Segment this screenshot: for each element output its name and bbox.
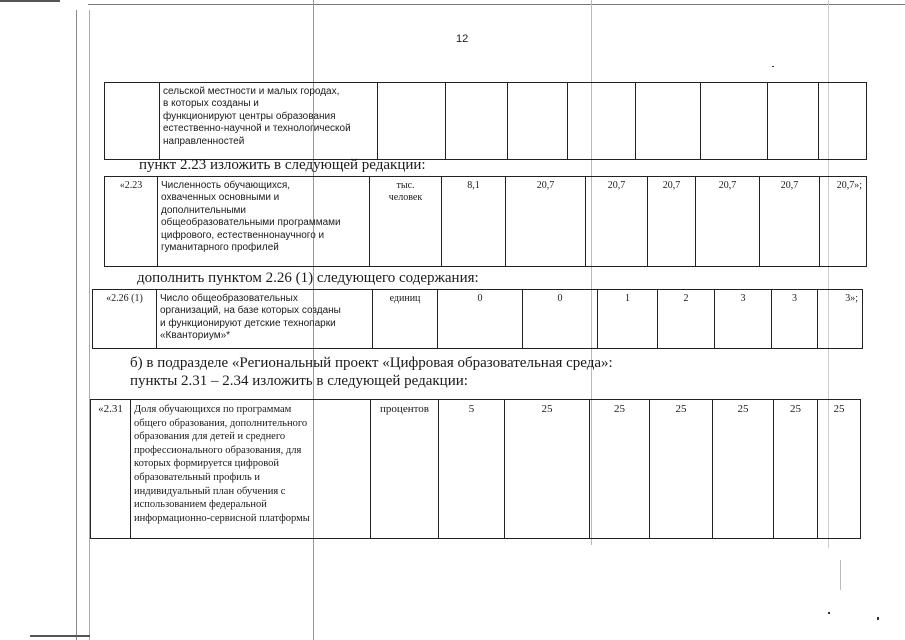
desc-line: которых формируется цифровой [134, 458, 279, 470]
desc-line: индивидуальный план обучения с [134, 485, 286, 497]
desc-line: дополнительными [161, 204, 247, 216]
cell-value [636, 83, 701, 160]
desc-line: использованием федеральной [134, 499, 267, 511]
cell-value: 3 [772, 290, 818, 349]
cell-unit: процентов [371, 400, 439, 539]
desc-line: функционируют центры образования [163, 110, 336, 122]
heading-point-223: пункт 2.23 изложить в следующей редакции: [139, 157, 426, 173]
cell-value [508, 83, 568, 160]
cell-value: 20,7 [586, 177, 648, 267]
table-row-2-31 [90, 399, 861, 539]
cell-value: 20,7 [506, 177, 586, 267]
heading-points-231-234: пункты 2.31 – 2.34 изложить в следующей редакции: [130, 373, 468, 389]
cell-value: 3 [715, 290, 772, 349]
desc-line: и функционируют детские технопарки [160, 317, 336, 329]
desc-line: гуманитарного профилей [161, 242, 279, 254]
page-number: 12 [456, 33, 469, 45]
scan-edge-bottom-left [30, 635, 90, 637]
heading-subsection: б) в подразделе «Региональный проект «Цифровая образовательная среда»: [130, 355, 613, 371]
desc-line: информационно-сервисной платформы [134, 512, 310, 524]
cell-num [105, 83, 160, 160]
cell-value: 25 [590, 400, 650, 539]
cell-value: 20,7 [696, 177, 760, 267]
cell-description [131, 400, 371, 539]
cell-value [819, 83, 867, 160]
cell-value: 25 [505, 400, 590, 539]
cell-value: 25 [818, 400, 861, 539]
cell-value: 20,7 [760, 177, 820, 267]
cell-num: «2.26 (1) [93, 290, 157, 349]
table-row-continuation [104, 82, 867, 160]
desc-line: направленностей [163, 135, 245, 147]
scan-speck [828, 612, 830, 614]
scan-speck [877, 617, 879, 620]
cell-value: 20,7 [648, 177, 696, 267]
desc-line: образовательный профиль и [134, 471, 261, 483]
heading-point-226: дополнить пунктом 2.26 (1) следующего содержания: [137, 270, 479, 286]
scan-edge-top [88, 4, 905, 5]
cell-value: 1 [598, 290, 658, 349]
scan-speck [772, 66, 774, 67]
desc-line: общего образования, дополнительного [134, 417, 308, 429]
cell-num: «2.23 [105, 177, 158, 267]
cell-description [160, 83, 378, 160]
binding-line-left [76, 10, 77, 640]
cell-value: 2 [658, 290, 715, 349]
cell-value: 25 [650, 400, 713, 539]
cell-value: 25 [713, 400, 774, 539]
cell-value: 3»; [818, 290, 863, 349]
table-row-2-23 [104, 176, 867, 267]
cell-value [568, 83, 636, 160]
cell-value: 5 [439, 400, 505, 539]
desc-line: охваченных основными и [161, 192, 280, 204]
desc-line: естественно-научной и технологической [163, 123, 351, 135]
cell-num: «2.31 [91, 400, 131, 539]
desc-line: профессионального образования, для [134, 444, 302, 456]
desc-line: Доля обучающихся по программам [134, 404, 292, 415]
desc-line: Число общеобразовательных [160, 293, 298, 304]
scan-edge-top-left [0, 0, 60, 2]
cell-unit [378, 83, 446, 160]
cell-value [701, 83, 768, 160]
binding-line-left-2 [89, 10, 90, 640]
cell-value [446, 83, 508, 160]
cell-unit [370, 177, 442, 267]
unit-line: человек [388, 192, 423, 204]
cell-value: 0 [523, 290, 598, 349]
cell-description [157, 290, 373, 349]
desc-line: организаций, на базе которых созданы [160, 305, 341, 317]
cell-value: 20,7»; [820, 177, 867, 267]
cell-value [768, 83, 819, 160]
desc-line: «Кванториум»* [160, 330, 231, 342]
cell-value: 8,1 [442, 177, 506, 267]
desc-line: в которых созданы и [163, 98, 259, 110]
desc-line: цифрового, естественнонаучного и [161, 229, 325, 241]
cell-value: 25 [774, 400, 818, 539]
cell-unit: единиц [373, 290, 438, 349]
cell-value: 0 [438, 290, 523, 349]
desc-line: образования для детей и среднего [134, 431, 286, 443]
cell-description [158, 177, 370, 267]
unit-line: тыс. [396, 180, 415, 191]
desc-line: сельской местности и малых городах, [163, 86, 340, 97]
table-row-2-26-1 [92, 289, 863, 349]
scan-speck [840, 560, 841, 590]
desc-line: общеобразовательными программами [161, 217, 341, 229]
desc-line: Численность обучающихся, [161, 180, 291, 191]
